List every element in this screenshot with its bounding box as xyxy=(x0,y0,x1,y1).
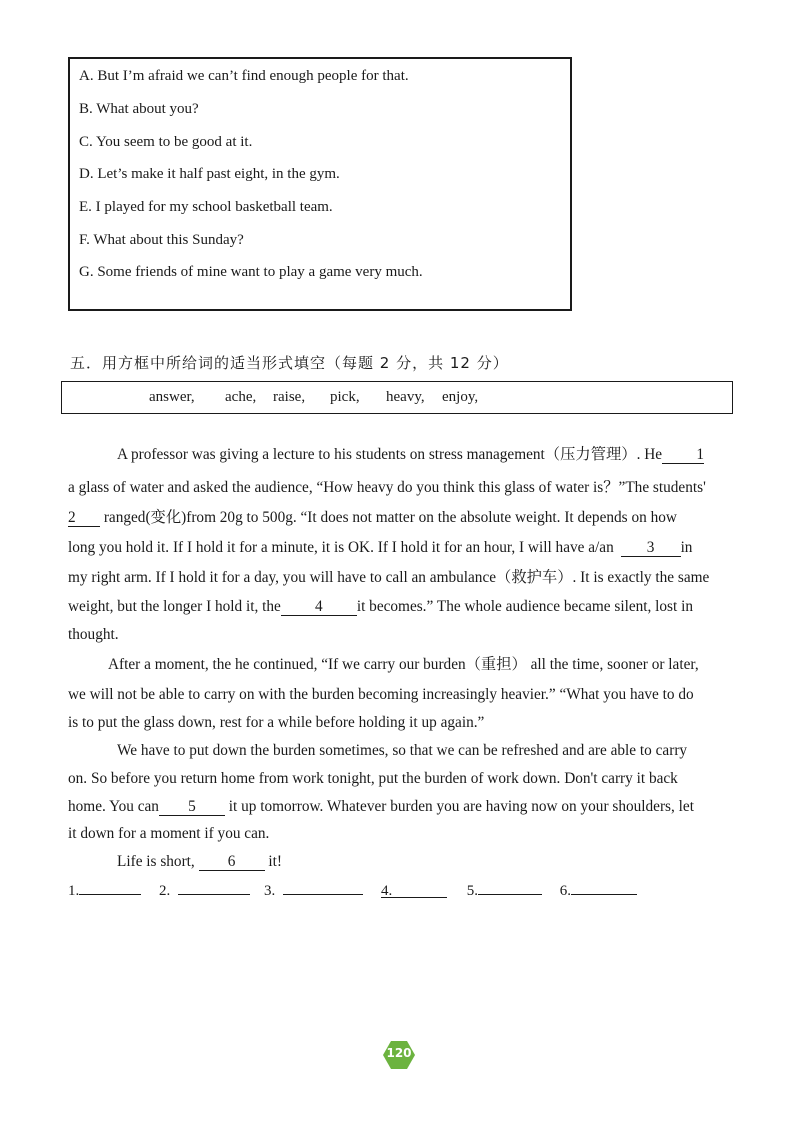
passage-text: ranged(变化)from 20g to 500g. “It does not matter on the absolute weight. It depends on how xyxy=(103,509,677,526)
word-item: pick, xyxy=(330,389,360,405)
answer-slot[interactable]: 4. xyxy=(381,883,447,900)
passage-line: we will not be able to carry on with the burden becoming increasingly heavier.” “What you have to do xyxy=(68,686,694,703)
word-item: answer, xyxy=(149,389,195,405)
blank-1: 1 xyxy=(662,447,704,464)
answer-slot[interactable]: 6. xyxy=(560,880,637,900)
passage-line xyxy=(68,540,692,557)
blank-3: 3 xyxy=(621,540,681,557)
word-box xyxy=(61,381,733,414)
blank-2: 2 xyxy=(68,510,100,527)
passage-line xyxy=(68,599,693,616)
passage-line xyxy=(117,447,704,464)
option-d: D. Let’s make it half past eight, in the gym. xyxy=(79,166,340,182)
answer-slot[interactable]: 2. xyxy=(159,880,250,900)
passage-text: Life is short, xyxy=(117,853,195,870)
passage-text: it becomes.” The whole audience became silent, lost in xyxy=(356,598,693,615)
passage-text: weight, but the longer I hold it, the xyxy=(68,598,281,615)
option-c: C. You seem to be good at it. xyxy=(79,134,253,150)
option-e: E. I played for my school basketball team. xyxy=(79,199,333,215)
passage-text: A professor was giving a lecture to his students on stress management（压力管理）. He xyxy=(117,446,663,463)
passage-line: it down for a moment if you can. xyxy=(68,825,270,842)
passage-line: on. So before you return home from work tonight, put the burden of work down. Don't carry it back xyxy=(68,770,678,787)
passage-text: in xyxy=(680,539,693,556)
passage-line: After a moment, the he continued, “If we carry our burden（重担） all the time, sooner or later, xyxy=(108,656,699,673)
section-title: 五．用方框中所给词的适当形式填空（每题 2 分，共 12 分） xyxy=(70,354,509,372)
passage-line xyxy=(68,799,694,816)
option-a: A. But I’m afraid we can’t find enough people for that. xyxy=(79,68,409,84)
passage-line: We have to put down the burden sometimes, so that we can be refreshed and are able to carry xyxy=(117,742,688,759)
option-g: G. Some friends of mine want to play a game very much. xyxy=(79,264,423,280)
word-item: heavy, xyxy=(386,389,425,405)
passage-text: it up tomorrow. Whatever burden you are having now on your shoulders, let xyxy=(228,798,694,815)
blank-5: 5 xyxy=(159,799,225,816)
option-f: F. What about this Sunday? xyxy=(79,232,244,248)
word-item: raise, xyxy=(273,389,306,405)
passage-line: thought. xyxy=(68,626,119,643)
options-box xyxy=(68,57,572,311)
passage-text: long you hold it. If I hold it for a minute, it is OK. If I hold it for an hour, I will have a/an xyxy=(68,539,614,556)
page-number: 120 xyxy=(386,1046,412,1060)
word-item: ache, xyxy=(225,389,257,405)
blank-4: 4 xyxy=(281,599,357,616)
option-b: B. What about you? xyxy=(79,101,199,117)
passage-line: is to put the glass down, rest for a while before holding it up again.” xyxy=(68,714,485,731)
passage-line xyxy=(117,854,282,871)
passage-line: a glass of water and asked the audience, “How heavy do you think this glass of water is？”The students' xyxy=(68,479,706,496)
passage-text: home. You can xyxy=(68,798,159,815)
answer-slot[interactable]: 5. xyxy=(467,880,542,900)
answer-slot[interactable]: 1. xyxy=(68,880,141,900)
passage-line: my right arm. If I hold it for a day, you will have to call an ambulance（救护车）. It is exactly the same xyxy=(68,569,710,586)
answer-row xyxy=(68,880,637,900)
passage-line xyxy=(68,510,677,527)
answer-slot[interactable]: 3. xyxy=(264,880,363,900)
blank-6: 6 xyxy=(199,854,265,871)
word-item: enjoy, xyxy=(442,389,479,405)
passage-text: it! xyxy=(268,853,283,870)
